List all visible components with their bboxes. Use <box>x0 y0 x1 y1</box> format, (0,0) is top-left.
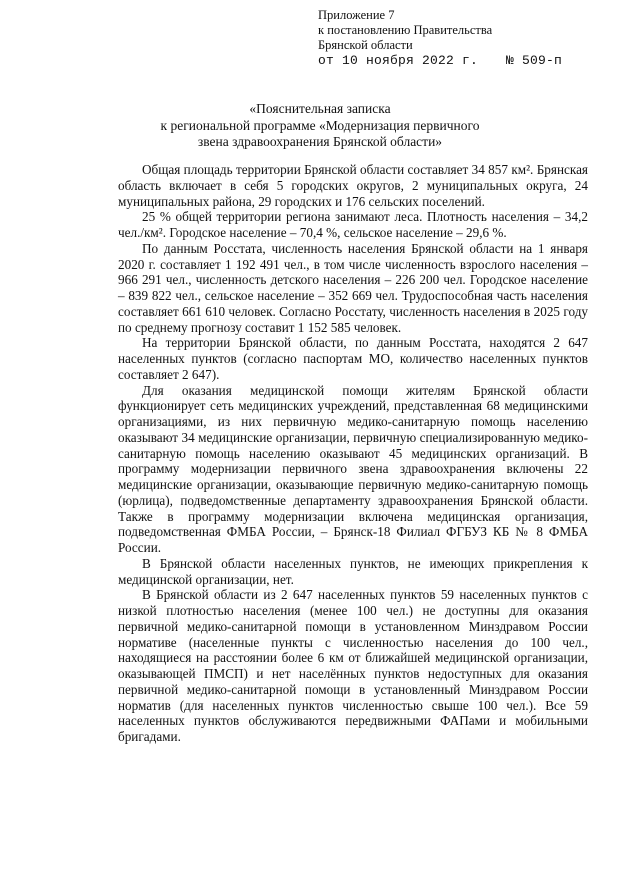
title-line-1: «Пояснительная записка <box>249 101 391 116</box>
document-header <box>318 8 562 68</box>
appendix-label: Приложение 7 <box>318 8 395 22</box>
paragraph-accessibility: В Брянской области из 2 647 населенных пунктов 59 населенных пунктов с низкой плотностью населения (менее 100 чел.) не доступны для оказания первичной медико-санитарной помощи в установленном Минздравом России нормативе (населенные пункты с численностью населения до 100 чел., находящиеся на расстоянии более 6 км от ближайшей медицинской организации, оказывающей ПМСП) и нет населённых пунктов недоступных для оказания первичной медико-санитарной помощи в установленный Минздравом России норматив (для населенных пунктов численностью свыше 100 чел.). Все 59 населенных пунктов обслуживаются передвижными ФАПами и мобильными бригадами. <box>118 587 588 744</box>
paragraph-forests: 25 % общей территории региона занимают леса. Плотность населения – 34,2 чел./км². Городское население – 70,4 %, сельское население – 29,6 %. <box>118 209 588 240</box>
paragraph-medical-network: Для оказания медицинской помощи жителям Брянской области функционирует сеть медицинских учреждений, представленная 68 медицинскими организациями, из них первичную медико-санитарную помощь населению оказывают 34 медицинские организации, первичную специализированную медико-санитарную помощь населению оказывают 45 медицинских организаций. В программу модернизации первичного звена здравоохранения включены 22 медицинские организации, оказывающие первичную медико-санитарную помощь (юрлица), подведомственные департаменту здравоохранения Брянской области. Также в программу модернизации включена медицинская организация, подведомственная ФМБА России, – Брянск-18 Филиал ФГБУЗ КБ № 8 ФМБА России. <box>118 382 588 555</box>
document-title <box>0 101 640 151</box>
resolution-label: к постановлению Правительства <box>318 23 493 37</box>
title-line-2: к региональной программе «Модернизация первичного <box>160 117 480 133</box>
paragraph-settlements: На территории Брянской области, по данным Росстата, находятся 2 647 населенных пунктов (согласно паспортам МО, количество населенных пунктов составляет 2 647). <box>118 335 588 382</box>
paragraph-population: По данным Росстата, численность населения Брянской области на 1 января 2020 г. составляет 1 192 491 чел., в том числе численность взрослого населения – 966 291 чел., численность детского населения – 226 200 чел. Городское население – 839 822 чел., сельское население – 352 669 чел. Трудоспособная часть населения составляет 661 610 человек. Согласно Росстату, численность населения в 2025 году по среднему прогнозу составит 1 152 585 человек. <box>118 240 588 335</box>
paragraph-attachment: В Брянской области населенных пунктов, не имеющих прикрепления к медицинской организации, нет. <box>118 555 588 587</box>
date-number-line <box>318 53 562 68</box>
title-line-3: звена здравоохранения Брянской области» <box>197 134 443 149</box>
region-label: Брянской области <box>318 38 413 52</box>
resolution-date: от 10 ноября 2022 г. <box>318 53 479 68</box>
paragraph-area: Общая площадь территории Брянской области составляет 34 857 км². Брянская область включает в себя 5 городских округов, 2 муниципальных округа, 24 муниципальных района, 29 городских и 176 сельских поселений. <box>118 162 588 209</box>
document-body <box>118 162 588 745</box>
resolution-number: № 509-п <box>506 53 563 68</box>
